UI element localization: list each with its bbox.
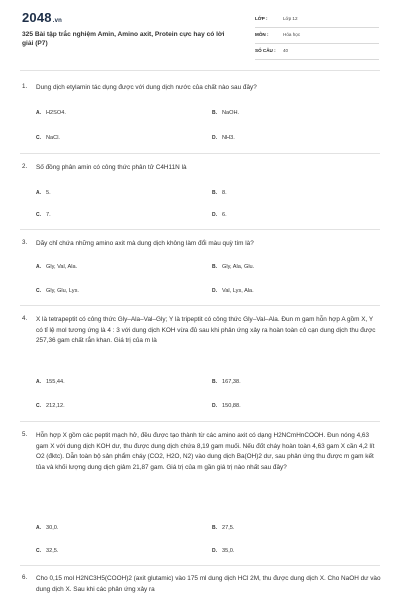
meta-subject-row <box>255 28 379 44</box>
option-text: Gly, Val, Ala. <box>46 264 78 270</box>
option-a[interactable] <box>36 110 66 116</box>
option-c[interactable] <box>36 403 65 409</box>
option-d[interactable] <box>212 212 227 218</box>
option-letter: C. <box>36 548 41 554</box>
option-text: H2SO4. <box>46 110 66 116</box>
question-text: Dung dịch etylamin tác dụng được với dung dịch nước của chất nào sau đây? <box>36 84 257 91</box>
subject-value: Hóa học <box>283 32 301 37</box>
option-b[interactable] <box>212 264 254 270</box>
option-text: NaCl. <box>46 135 60 141</box>
option-text: 35,0. <box>222 548 235 554</box>
option-text: 212,12. <box>46 403 65 409</box>
logo-text: 2048 <box>22 10 52 25</box>
option-letter: D. <box>212 288 217 294</box>
option-text: NaOH. <box>222 110 240 116</box>
option-text: 150,88. <box>222 403 241 409</box>
option-text: 5. <box>46 190 51 196</box>
question-number: 6. <box>22 574 28 581</box>
option-letter: B. <box>212 264 217 270</box>
option-b[interactable] <box>212 525 234 531</box>
question-text: Hỗn hợp X gồm các peptit mạch hở, đều được tạo thành từ các amino axit có dạng H2NCmHnCOOH. Đun nóng 4,63 gam X với dung dịch KOH dư, thu được dung dịch chứa 8,19 gam muối. Nếu đốt cháy hoàn toàn 4,63 gam X cần 4,2 lít O2 (đktc). Dẫn toàn bộ sản phẩm cháy (CO2, H2O, N2) vào dung dịch Ba(OH)2 dư, sau phản ứng thu được m gam kết tủa và khối lượng dung dịch giảm 21,87 gam. Giá trị của m gần giá trị nào nhất sau đây? <box>36 432 375 471</box>
option-letter: A. <box>36 525 41 531</box>
option-text: 167,38. <box>222 379 241 385</box>
count-label: SỐ CÂU : <box>255 48 276 53</box>
document-title: 325 Bài tập trắc nghiệm Amin, Amino axit, Protein cực hay có lời giải (P7) <box>22 31 225 47</box>
class-label: LỚP : <box>255 16 268 21</box>
option-letter: A. <box>36 264 41 270</box>
option-d[interactable] <box>212 135 235 141</box>
option-d[interactable] <box>212 548 234 554</box>
subject-label: MÔN : <box>255 32 269 37</box>
option-c[interactable] <box>36 135 60 141</box>
divider <box>20 229 380 230</box>
option-letter: B. <box>212 190 217 196</box>
divider <box>20 565 380 566</box>
option-c[interactable] <box>36 212 51 218</box>
option-text: NH3. <box>222 135 235 141</box>
question-number: 2. <box>22 163 28 170</box>
option-b[interactable] <box>212 379 241 385</box>
option-text: Val, Lys, Ala. <box>222 288 254 294</box>
option-letter: C. <box>36 135 41 141</box>
option-text: Gly, Glu, Lys. <box>46 288 79 294</box>
option-b[interactable] <box>212 190 227 196</box>
meta-class-row <box>255 12 379 28</box>
option-text: 8. <box>222 190 227 196</box>
option-text: Gly, Ala, Glu. <box>222 264 255 270</box>
divider <box>20 421 380 422</box>
option-letter: B. <box>212 379 217 385</box>
meta-count-row <box>255 44 379 60</box>
meta-info <box>255 12 379 60</box>
option-b[interactable] <box>212 110 239 116</box>
option-text: 7. <box>46 212 51 218</box>
option-a[interactable] <box>36 379 65 385</box>
option-letter: A. <box>36 379 41 385</box>
option-letter: B. <box>212 525 217 531</box>
divider <box>20 70 380 71</box>
question-text: X là tetrapeptit có công thức Gly–Ala–Val–Gly; Y là tripeptit có công thức Gly–Val–Ala. Đun m gam hỗn hợp A gồm X, Y có tỉ lệ mol tương ứng là 4 : 3 với dung dịch KOH vừa đủ sau khi phản ứng xảy ra hoàn toàn cô cạn dung dịch thu được 257,36 gam chất rắn khan. Giá trị của m là <box>36 316 376 345</box>
question-text: Số đồng phân amin có công thức phân tử C4H11N là <box>36 164 187 171</box>
site-logo[interactable] <box>22 10 62 25</box>
option-a[interactable] <box>36 525 58 531</box>
question-number: 1. <box>22 83 28 90</box>
option-a[interactable] <box>36 264 77 270</box>
option-letter: C. <box>36 212 41 218</box>
option-letter: D. <box>212 548 217 554</box>
option-text: 155,44. <box>46 379 65 385</box>
option-letter: A. <box>36 190 41 196</box>
divider <box>20 153 380 154</box>
option-a[interactable] <box>36 190 51 196</box>
question-number: 5. <box>22 431 28 438</box>
divider <box>20 305 380 306</box>
question-number: 4. <box>22 315 28 322</box>
option-d[interactable] <box>212 288 254 294</box>
option-text: 32,5. <box>46 548 59 554</box>
option-text: 6. <box>222 212 227 218</box>
question-text: Dãy chỉ chứa những amino axit mà dung dịch không làm đổi màu quỳ tím là? <box>36 240 254 247</box>
question-number: 3. <box>22 239 28 246</box>
logo-suffix: .vn <box>52 18 63 24</box>
question-text: Cho 0,15 mol H2NC3H5(COOH)2 (axit glutamic) vào 175 ml dung dịch HCl 2M, thu được dung dịch X. Cho NaOH dư vào dung dịch X. Sau khi các phản ứng xảy ra <box>36 575 381 593</box>
option-letter: D. <box>212 135 217 141</box>
option-letter: C. <box>36 288 41 294</box>
option-text: 27,5. <box>222 525 235 531</box>
option-letter: D. <box>212 212 217 218</box>
option-letter: D. <box>212 403 217 409</box>
option-letter: A. <box>36 110 41 116</box>
page-header <box>0 0 400 60</box>
option-c[interactable] <box>36 548 58 554</box>
option-letter: B. <box>212 110 217 116</box>
option-d[interactable] <box>212 403 241 409</box>
option-text: 30,0. <box>46 525 59 531</box>
class-value: Lớp 12 <box>283 16 298 21</box>
option-c[interactable] <box>36 288 79 294</box>
option-letter: C. <box>36 403 41 409</box>
count-value: 40 <box>283 48 289 53</box>
